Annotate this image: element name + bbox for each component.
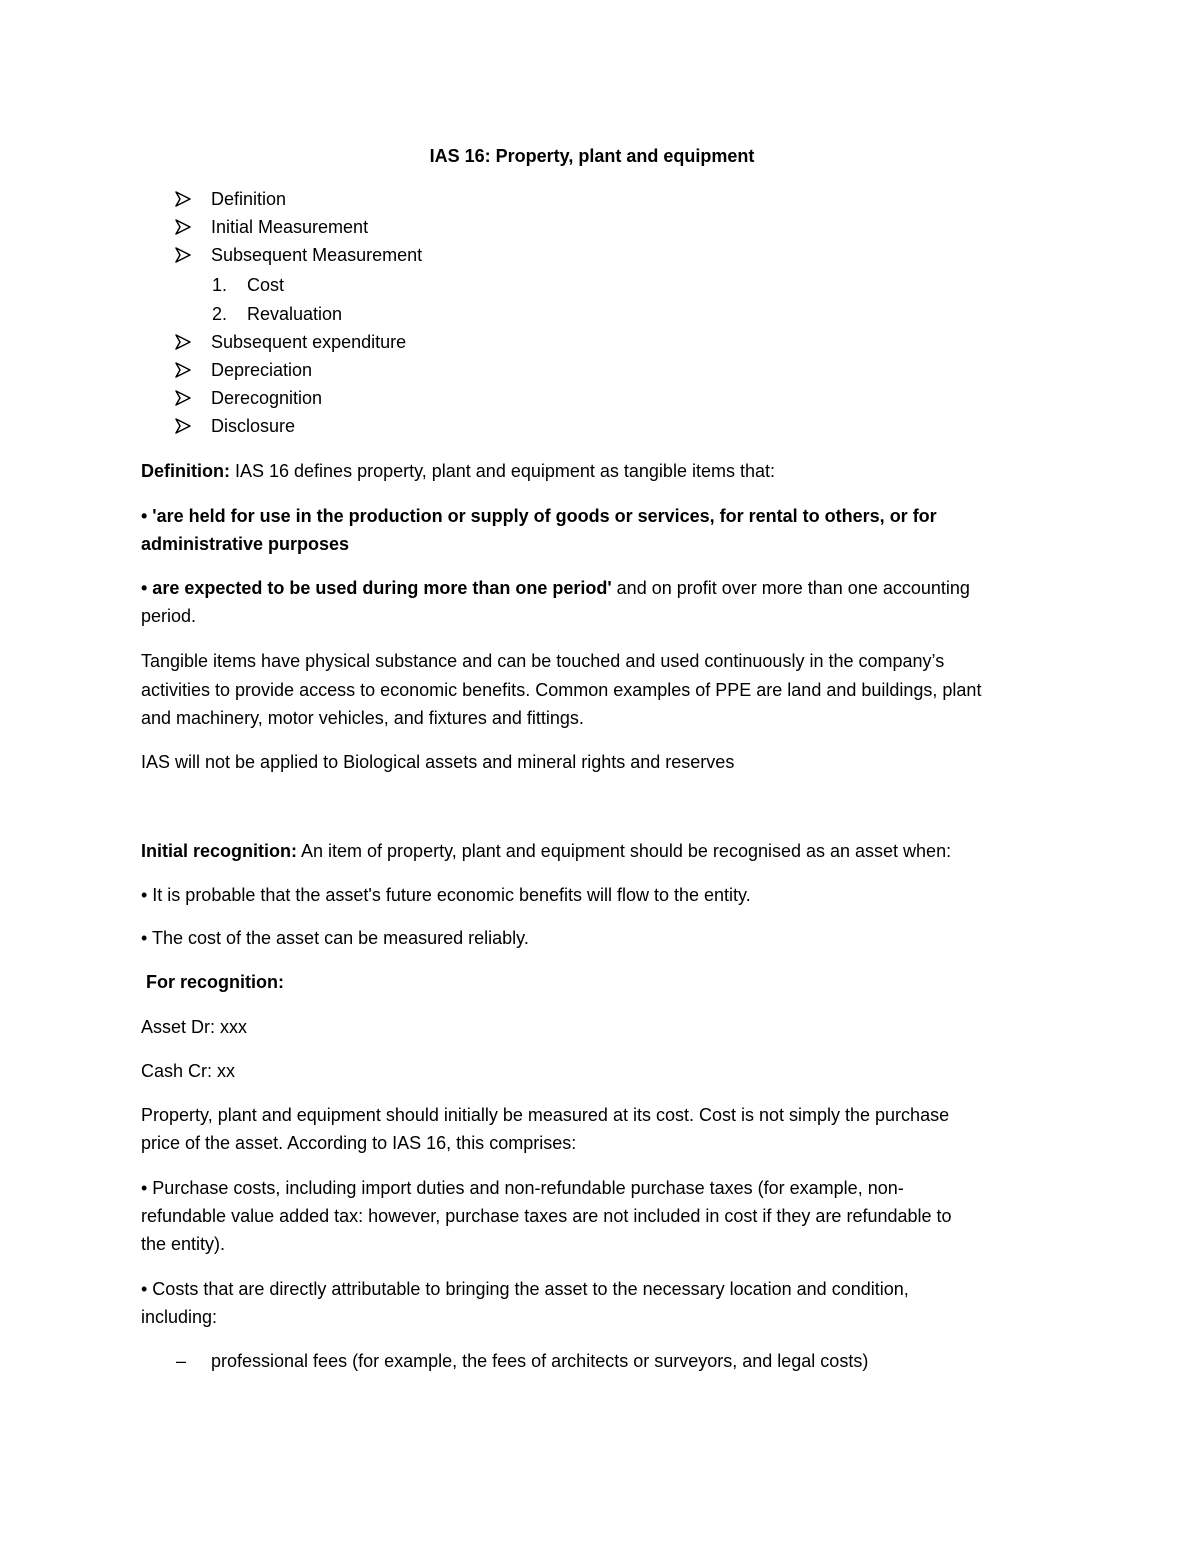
definition-intro: IAS 16 defines property, plant and equipment as tangible items that: (229, 461, 775, 481)
for-recognition-heading: For recognition: (146, 972, 284, 992)
definition-bullet-2-line-2: period. (141, 606, 197, 626)
recognition-bullet-2: • The cost of the asset can be measured reliably. (141, 928, 529, 948)
sub-item-number: 1. (212, 275, 228, 295)
definition-bullet-2-rest: and on profit over more than one accounting (611, 578, 970, 598)
tangible-paragraph-line-2: activities to provide access to economic benefits. Common examples of PPE are land and buildings, plant (141, 680, 982, 700)
tangible-paragraph-line-3: and machinery, motor vehicles, and fixtures and fittings. (141, 708, 584, 728)
outline-item-initial-measurement: Initial Measurement (211, 217, 369, 237)
direct-costs-line-1: • Costs that are directly attributable to bringing the asset to the necessary location and condition, (141, 1279, 909, 1299)
cost-paragraph-line-1: Property, plant and equipment should initially be measured at its cost. Cost is not simply the purchase (141, 1105, 950, 1125)
arrow-bullet-icon (174, 333, 194, 353)
cost-paragraph-line-2: price of the asset. According to IAS 16, this comprises: (141, 1133, 577, 1153)
scope-exclusion-paragraph: IAS will not be applied to Biological assets and mineral rights and reserves (141, 752, 735, 772)
dash-bullet: – (176, 1351, 187, 1371)
arrow-bullet-icon (174, 389, 194, 409)
professional-fees-item: professional fees (for example, the fees of architects or surveyors, and legal costs) (211, 1351, 869, 1371)
recognition-bullet-1: • It is probable that the asset's future economic benefits will flow to the entity. (141, 885, 751, 905)
sub-item-cost: Cost (247, 275, 285, 295)
tangible-paragraph-line-1: Tangible items have physical substance and can be touched and used continuously in the company’s (141, 651, 945, 671)
sub-item-revaluation: Revaluation (247, 304, 343, 324)
definition-bullet-2-line-1 (141, 574, 970, 602)
initial-recognition-paragraph (141, 837, 951, 865)
initial-recognition-heading: Initial recognition: (141, 841, 297, 861)
asset-debit-entry: Asset Dr: xxx (141, 1017, 248, 1037)
outline-item-depreciation: Depreciation (211, 360, 313, 380)
initial-recognition-intro: An item of property, plant and equipment should be recognised as an asset when: (297, 841, 952, 861)
sub-item-number: 2. (212, 304, 228, 324)
arrow-bullet-icon (174, 218, 194, 238)
definition-bullet-1-line-1: • 'are held for use in the production or supply of goods or services, for rental to others, or for (141, 506, 937, 526)
definition-bullet-1-line-2: administrative purposes (141, 534, 350, 554)
outline-item-derecognition: Derecognition (211, 388, 323, 408)
purchase-costs-line-1: • Purchase costs, including import duties and non-refundable purchase taxes (for example, non- (141, 1178, 904, 1198)
cash-credit-entry: Cash Cr: xx (141, 1061, 236, 1081)
document-title: IAS 16: Property, plant and equipment (429, 146, 755, 166)
outline-item-disclosure: Disclosure (211, 416, 296, 436)
definition-bullet-2-bold: • are expected to be used during more than one period' (141, 578, 612, 598)
outline-item-subsequent-expenditure: Subsequent expenditure (211, 332, 407, 352)
outline-item-subsequent-measurement: Subsequent Measurement (211, 245, 423, 265)
arrow-bullet-icon (174, 190, 194, 210)
purchase-costs-line-3: the entity). (141, 1234, 226, 1254)
definition-paragraph (141, 457, 775, 485)
arrow-bullet-icon (174, 246, 194, 266)
arrow-bullet-icon (174, 361, 194, 381)
purchase-costs-line-2: refundable value added tax: however, purchase taxes are not included in cost if they are refundable to (141, 1206, 952, 1226)
outline-item-definition: Definition (211, 189, 287, 209)
arrow-bullet-icon (174, 417, 194, 437)
direct-costs-line-2: including: (141, 1307, 218, 1327)
definition-heading: Definition: (141, 461, 230, 481)
